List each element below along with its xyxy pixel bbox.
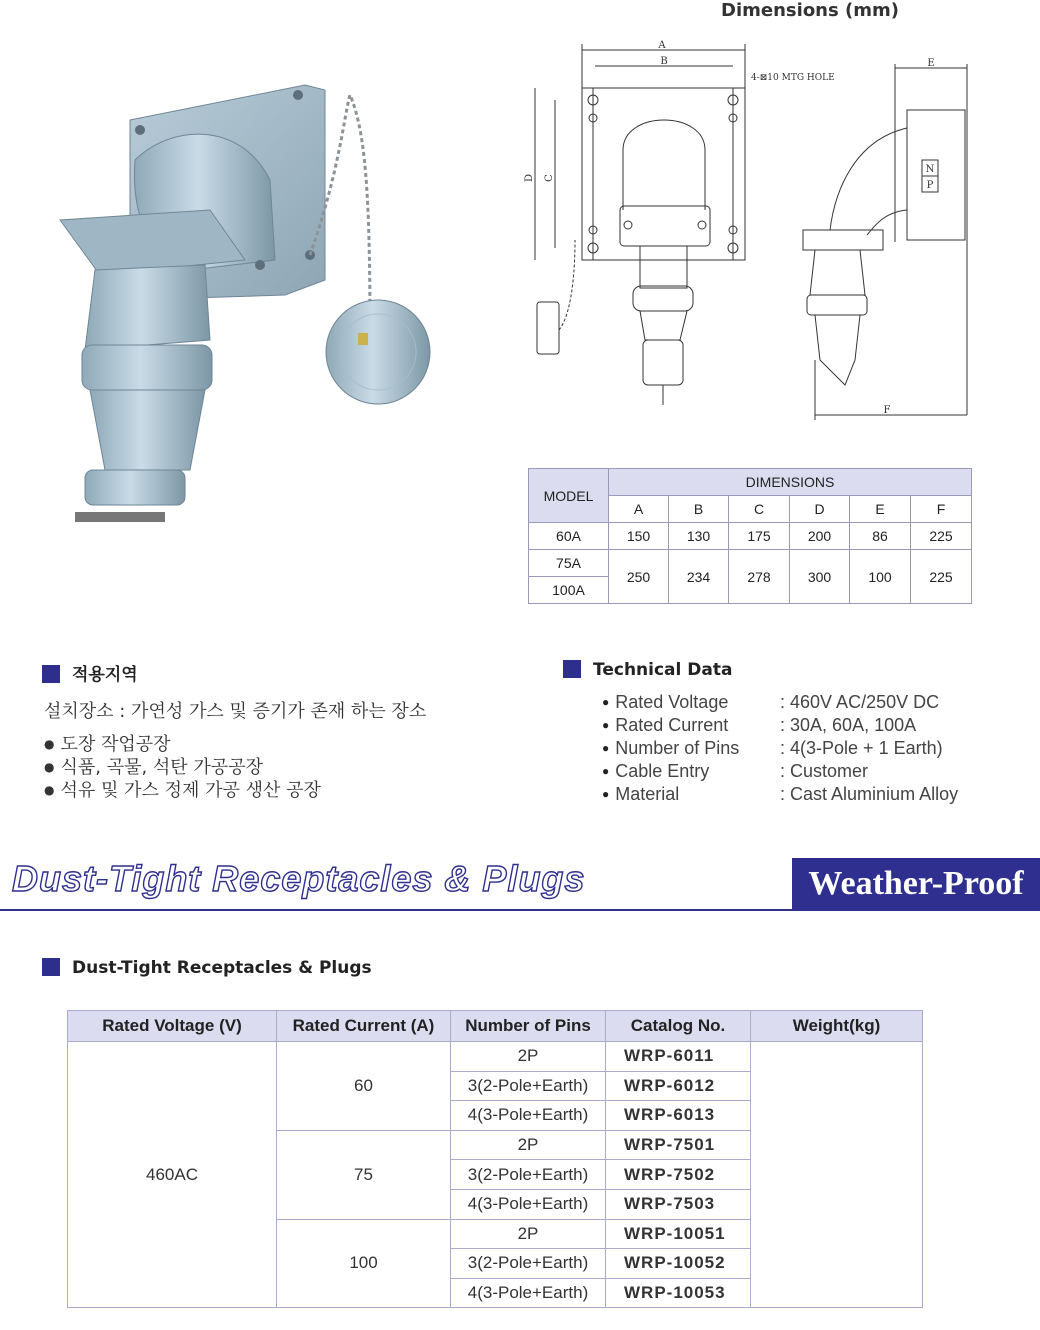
cat-current: 60 [277, 1042, 451, 1131]
dim-value: 175 [729, 523, 790, 550]
dim-value: 200 [790, 523, 850, 550]
drawing-label-a: A [658, 40, 666, 51]
dim-model: 100A [529, 577, 609, 604]
list-item [602, 737, 958, 760]
dim-value: 100 [850, 550, 911, 604]
dim-value: 278 [729, 550, 790, 604]
dim-col-b: B [669, 496, 729, 523]
drawing-label-mtg-hole: 4-⊠10 MTG HOLE [751, 73, 835, 83]
cat-number: WRP-6013 [606, 1101, 751, 1131]
drawing-label-f: F [883, 405, 891, 416]
banner-tag: Weather-Proof [792, 858, 1040, 910]
tech-label: ● Cable Entry [602, 760, 780, 783]
dim-header-dimensions: DIMENSIONS [609, 469, 972, 496]
dim-value: 250 [609, 550, 669, 604]
tech-value: : 30A, 60A, 100A [780, 714, 916, 737]
dimensions-table [528, 468, 972, 604]
dim-value: 86 [850, 523, 911, 550]
cat-header-voltage: Rated Voltage (V) [68, 1011, 277, 1042]
product-photo [40, 70, 460, 540]
cat-header-weight: Weight(kg) [751, 1011, 923, 1042]
technical-heading [563, 660, 732, 680]
tech-value: : Customer [780, 760, 868, 783]
square-bullet-icon [42, 958, 60, 976]
cat-pins: 4(3-Pole+Earth) [451, 1278, 606, 1308]
tech-label: ● Rated Voltage [602, 691, 780, 714]
tech-label: ● Rated Current [602, 714, 780, 737]
drawing-label-n: N [925, 164, 935, 175]
application-location: 설치장소 : 가연성 가스 및 증기가 존재 하는 장소 [44, 701, 427, 722]
list-item [602, 691, 958, 714]
cat-voltage: 460AC [68, 1042, 277, 1308]
dim-model: 60A [529, 523, 609, 550]
square-bullet-icon [42, 665, 60, 683]
list-item [602, 760, 958, 783]
tech-label: ● Number of Pins [602, 737, 780, 760]
cat-number: WRP-6011 [606, 1042, 751, 1072]
tech-value: : 460V AC/250V DC [780, 691, 939, 714]
cat-pins: 2P [451, 1130, 606, 1160]
drawing-label-d: D [524, 173, 535, 183]
cat-pins: 4(3-Pole+Earth) [451, 1101, 606, 1131]
dim-value: 300 [790, 550, 850, 604]
cat-header-catalog: Catalog No. [606, 1011, 751, 1042]
cat-current: 75 [277, 1130, 451, 1219]
dim-col-e: E [850, 496, 911, 523]
cat-pins: 2P [451, 1042, 606, 1072]
catalog-heading [42, 958, 372, 978]
tech-value: : Cast Aluminium Alloy [780, 783, 958, 806]
application-title: 적용지역 [72, 665, 138, 685]
dim-col-f: F [911, 496, 972, 523]
cat-current: 100 [277, 1219, 451, 1308]
cat-pins: 3(2-Pole+Earth) [451, 1160, 606, 1190]
cat-number: WRP-6012 [606, 1071, 751, 1101]
list-item: ● 도장 작업공장 [44, 733, 321, 756]
cat-number: WRP-10052 [606, 1249, 751, 1279]
list-item: ● 석유 및 가스 정제 가공 생산 공장 [44, 779, 321, 802]
tech-value: : 4(3-Pole + 1 Earth) [780, 737, 943, 760]
application-list [44, 733, 321, 802]
dim-header-model: MODEL [529, 469, 609, 523]
dimensions-title: Dimensions (mm) [721, 0, 899, 21]
tech-label: ● Material [602, 783, 780, 806]
dim-col-a: A [609, 496, 669, 523]
list-item [602, 714, 958, 737]
cat-number: WRP-7502 [606, 1160, 751, 1190]
table-row [529, 550, 972, 577]
cat-header-pins: Number of Pins [451, 1011, 606, 1042]
technical-list [602, 691, 958, 806]
dim-value: 150 [609, 523, 669, 550]
banner-title: Dust-Tight Receptacles & Plugs [12, 858, 586, 899]
catalog-title: Dust-Tight Receptacles & Plugs [72, 958, 372, 978]
cat-number: WRP-7503 [606, 1189, 751, 1219]
dim-col-c: C [729, 496, 790, 523]
dim-col-d: D [790, 496, 850, 523]
cat-number: WRP-10051 [606, 1219, 751, 1249]
table-row [529, 523, 972, 550]
cat-pins: 3(2-Pole+Earth) [451, 1249, 606, 1279]
cat-pins: 2P [451, 1219, 606, 1249]
dim-value: 234 [669, 550, 729, 604]
list-item [602, 783, 958, 806]
list-item: ● 식품, 곡물, 석탄 가공공장 [44, 756, 321, 779]
cat-number: WRP-10053 [606, 1278, 751, 1308]
cat-pins: 4(3-Pole+Earth) [451, 1189, 606, 1219]
technical-title: Technical Data [593, 660, 733, 680]
catalog-table [67, 1010, 923, 1308]
table-row [68, 1042, 923, 1072]
drawing-label-b: B [660, 56, 668, 67]
square-bullet-icon [563, 660, 581, 678]
drawing-label-p: P [926, 180, 934, 191]
drawing-label-c: C [544, 174, 555, 182]
dim-value: 225 [911, 523, 972, 550]
application-heading [42, 660, 138, 685]
dim-model: 75A [529, 550, 609, 577]
drawing-label-e: E [927, 58, 935, 69]
cat-number: WRP-7501 [606, 1130, 751, 1160]
cat-header-current: Rated Current (A) [277, 1011, 451, 1042]
cat-pins: 3(2-Pole+Earth) [451, 1071, 606, 1101]
dimension-drawing [515, 30, 1005, 425]
cat-weight [751, 1042, 923, 1308]
dim-value: 225 [911, 550, 972, 604]
dim-value: 130 [669, 523, 729, 550]
